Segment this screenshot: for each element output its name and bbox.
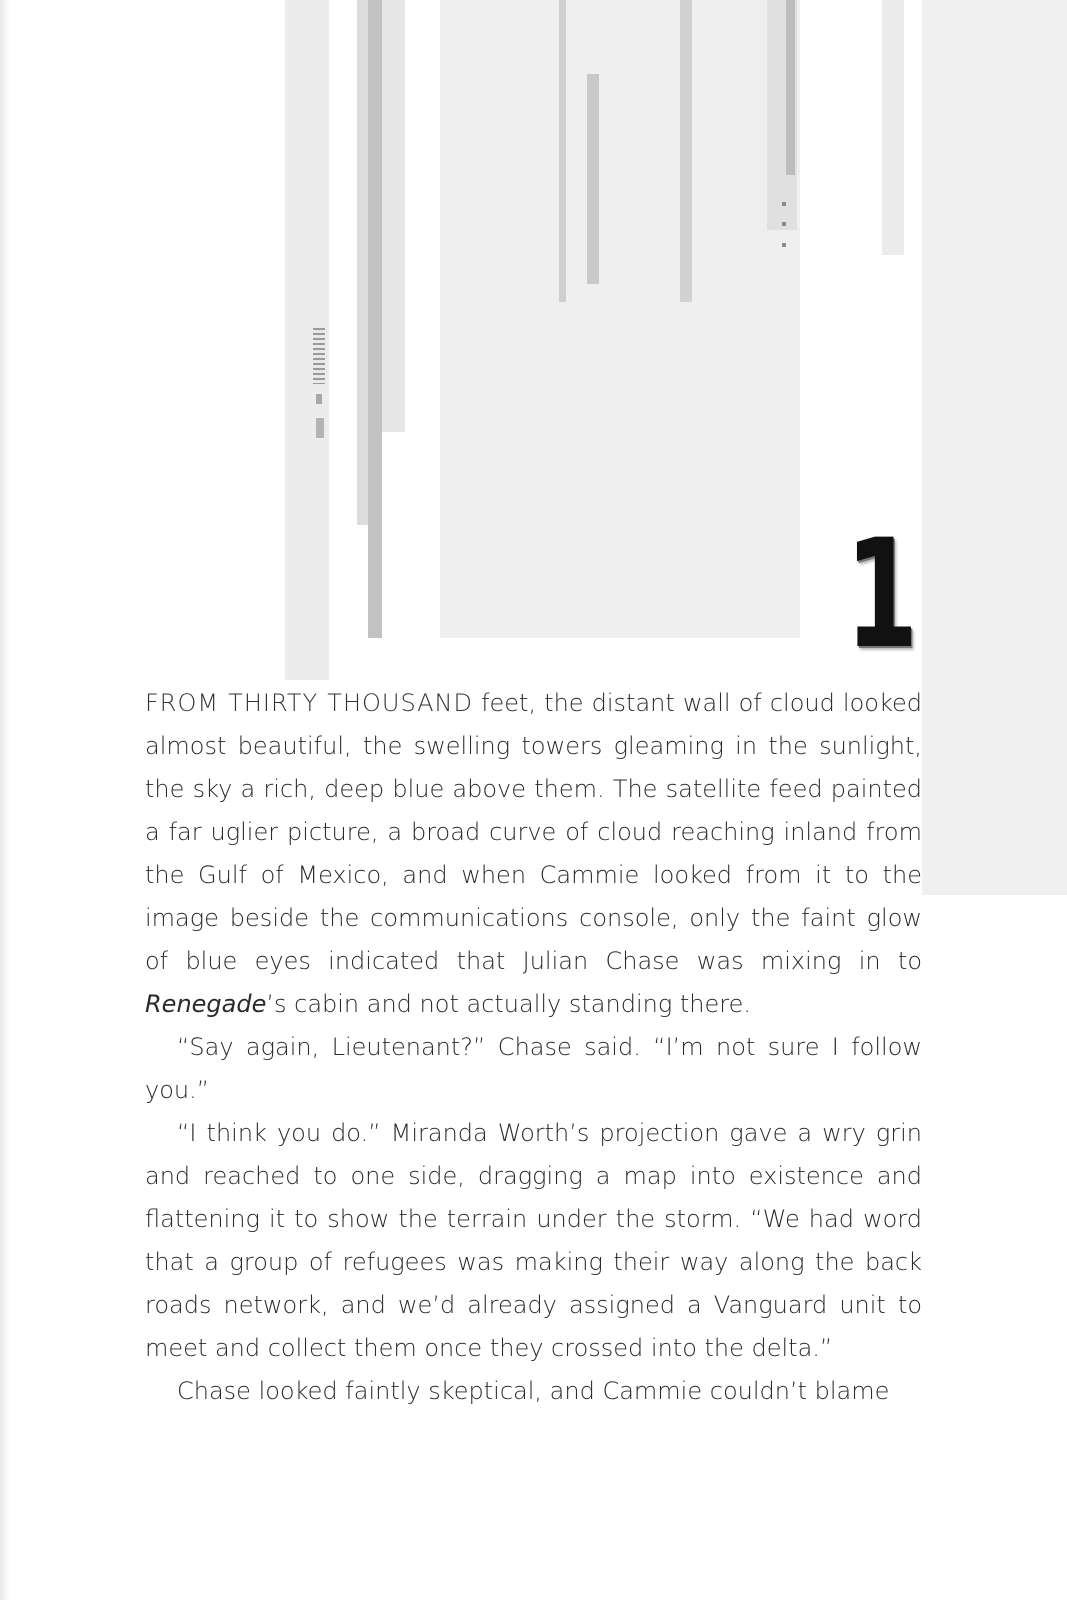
deco-grille — [313, 328, 325, 384]
deco-bar — [587, 74, 599, 284]
deco-panel — [440, 0, 800, 638]
deco-bar — [368, 0, 382, 638]
opening-paragraph — [145, 682, 922, 1026]
deco-panel — [882, 0, 904, 255]
opening-text-2: ’s cabin and not actually standing there. — [266, 990, 751, 1018]
deco-dot — [316, 418, 324, 438]
deco-bar — [680, 0, 692, 302]
deco-bar — [559, 0, 566, 302]
paragraph: Chase looked faintly skeptical, and Cammie couldn’t blame — [177, 1377, 890, 1405]
ship-name: Renegade — [145, 990, 267, 1018]
chapter-body — [145, 682, 922, 1413]
paragraph: “Say again, Lieutenant?” Chase said. “I’m not sure I follow you.” — [145, 1033, 922, 1104]
chapter-number: 1 — [844, 508, 915, 682]
deco-panel — [380, 0, 405, 432]
deco-panel — [922, 0, 1067, 895]
deco-dot — [782, 243, 786, 247]
lead-in: FROM THIRTY THOUSAND — [145, 689, 473, 717]
opening-text-1: feet, the distant wall of cloud looked almost beautiful, the swelling towers gleaming in the sunlight, the sky a rich, deep blue above them. The satellite feed painted a far uglier picture, a broad curve of cloud reaching inland from the Gulf of Mexico, and when Cammie looked from it to the image beside the communications console, only the faint glow of blue eyes indicated that Julian Chase was mixing in to — [145, 689, 922, 975]
deco-bar — [357, 0, 368, 525]
deco-dot — [782, 202, 786, 206]
deco-dot — [316, 394, 322, 404]
deco-bar — [786, 0, 795, 175]
paragraph: “I think you do.” Miranda Worth’s projection gave a wry grin and reached to one side, dragging a map into existence and flattening it to show the terrain under the storm. “We had word that a group of refugees was making their way along the back roads network, and we’d already assigned a Vanguard unit to meet and collect them once they crossed into the delta.” — [145, 1119, 922, 1362]
deco-dot — [782, 222, 786, 226]
